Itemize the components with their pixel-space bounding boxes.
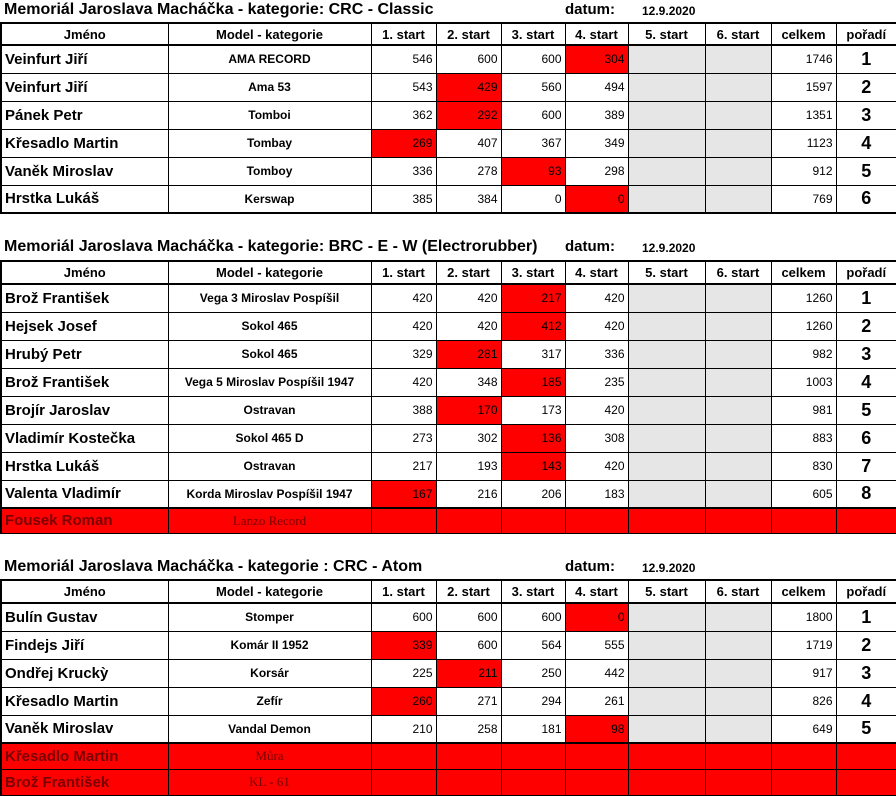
start-2-score: 211	[436, 659, 501, 687]
column-header: 2. start	[436, 580, 501, 603]
start-2-score: 429	[436, 73, 501, 101]
start-1-score: 543	[371, 73, 436, 101]
start-2-score: 216	[436, 480, 501, 508]
start-3-score: 560	[501, 73, 565, 101]
total-score	[771, 769, 836, 795]
total-score	[771, 508, 836, 533]
start-4-score	[565, 743, 628, 769]
start-6-score	[705, 157, 771, 185]
column-header: pořadí	[836, 23, 896, 45]
start-4-score	[565, 508, 628, 533]
start-3-score: 217	[501, 284, 565, 312]
start-1-score: 273	[371, 424, 436, 452]
start-5-score	[628, 368, 705, 396]
start-3-score: 600	[501, 603, 565, 631]
total-score: 917	[771, 659, 836, 687]
competitor-name: Křesadlo Martin	[1, 687, 168, 715]
column-header: 1. start	[371, 261, 436, 284]
start-6-score	[705, 129, 771, 157]
start-5-score	[628, 769, 705, 795]
model-name: Můra	[168, 743, 371, 769]
start-3-score: 181	[501, 715, 565, 743]
start-6-score	[705, 480, 771, 508]
total-score: 1260	[771, 312, 836, 340]
section-title-row	[0, 557, 896, 579]
model-name: Komár II 1952	[168, 631, 371, 659]
start-6-score	[705, 396, 771, 424]
placement: 6	[836, 185, 896, 213]
date-value: 12.9.2020	[642, 4, 696, 18]
table-row	[1, 129, 896, 157]
start-4-score: 261	[565, 687, 628, 715]
start-2-score: 348	[436, 368, 501, 396]
placement: 2	[836, 73, 896, 101]
placement: 3	[836, 340, 896, 368]
column-header: Jméno	[1, 580, 168, 603]
table-row	[1, 396, 896, 424]
start-5-score	[628, 396, 705, 424]
date-value: 12.9.2020	[642, 241, 696, 255]
table-row	[1, 312, 896, 340]
start-3-score: 206	[501, 480, 565, 508]
start-1-score: 336	[371, 157, 436, 185]
column-header: celkem	[771, 261, 836, 284]
placement: 8	[836, 480, 896, 508]
start-1-score	[371, 769, 436, 795]
placement: 5	[836, 715, 896, 743]
model-name: Tomboi	[168, 101, 371, 129]
date-label: datum:	[565, 1, 615, 18]
model-name: Stomper	[168, 603, 371, 631]
start-4-score: 304	[565, 45, 628, 73]
table-row	[1, 45, 896, 73]
table-row	[1, 185, 896, 213]
start-1-score: 339	[371, 631, 436, 659]
start-3-score	[501, 743, 565, 769]
model-name: Zefír	[168, 687, 371, 715]
start-6-score	[705, 631, 771, 659]
start-1-score: 420	[371, 284, 436, 312]
start-2-score: 258	[436, 715, 501, 743]
start-1-score	[371, 508, 436, 533]
results-table	[0, 22, 896, 214]
model-name: Sokol 465 D	[168, 424, 371, 452]
total-score: 830	[771, 452, 836, 480]
table-row	[1, 603, 896, 631]
start-6-score	[705, 424, 771, 452]
total-score: 1123	[771, 129, 836, 157]
start-6-score	[705, 45, 771, 73]
start-3-score	[501, 508, 565, 533]
start-4-score: 235	[565, 368, 628, 396]
column-header: 1. start	[371, 580, 436, 603]
table-row	[1, 424, 896, 452]
column-header: 2. start	[436, 23, 501, 45]
model-name: Kerswap	[168, 185, 371, 213]
start-3-score: 173	[501, 396, 565, 424]
start-4-score: 555	[565, 631, 628, 659]
model-name: Lanzo Record	[168, 508, 371, 533]
competitor-name: Křesadlo Martin	[1, 743, 168, 769]
start-2-score: 292	[436, 101, 501, 129]
column-header: Jméno	[1, 261, 168, 284]
start-2-score: 193	[436, 452, 501, 480]
section-title-row	[0, 0, 896, 22]
date-label: datum:	[565, 238, 615, 255]
placement	[836, 508, 896, 533]
start-5-score	[628, 687, 705, 715]
start-6-score	[705, 603, 771, 631]
start-3-score: 294	[501, 687, 565, 715]
model-name: KL - 61	[168, 769, 371, 795]
start-5-score	[628, 743, 705, 769]
section-title: Memoriál Jaroslava Macháčka - kategorie: CRC - Classic	[4, 1, 434, 18]
start-2-score: 420	[436, 312, 501, 340]
placement: 5	[836, 157, 896, 185]
total-score: 1597	[771, 73, 836, 101]
start-1-score: 600	[371, 603, 436, 631]
competitor-name: Veinfurt Jiří	[1, 73, 168, 101]
start-2-score: 170	[436, 396, 501, 424]
start-4-score: 183	[565, 480, 628, 508]
table-row	[1, 687, 896, 715]
model-name: Ostravan	[168, 452, 371, 480]
total-score: 912	[771, 157, 836, 185]
competitor-name: Brož František	[1, 769, 168, 795]
disqualified-row	[1, 743, 896, 769]
start-6-score	[705, 284, 771, 312]
start-1-score: 362	[371, 101, 436, 129]
table-row	[1, 73, 896, 101]
column-header: 4. start	[565, 23, 628, 45]
placement: 7	[836, 452, 896, 480]
placement: 1	[836, 603, 896, 631]
disqualified-row	[1, 508, 896, 533]
start-4-score: 298	[565, 157, 628, 185]
model-name: Tombay	[168, 129, 371, 157]
start-2-score: 384	[436, 185, 501, 213]
model-name: AMA RECORD	[168, 45, 371, 73]
start-4-score: 0	[565, 185, 628, 213]
placement: 6	[836, 424, 896, 452]
start-4-score: 308	[565, 424, 628, 452]
start-1-score: 388	[371, 396, 436, 424]
start-3-score: 93	[501, 157, 565, 185]
start-1-score: 420	[371, 368, 436, 396]
start-5-score	[628, 480, 705, 508]
model-name: Vega 3 Miroslav Pospíšil	[168, 284, 371, 312]
start-5-score	[628, 73, 705, 101]
model-name: Vega 5 Miroslav Pospíšil 1947	[168, 368, 371, 396]
start-1-score: 210	[371, 715, 436, 743]
start-5-score	[628, 424, 705, 452]
competitor-name: Fousek Roman	[1, 508, 168, 533]
start-1-score: 260	[371, 687, 436, 715]
start-3-score: 564	[501, 631, 565, 659]
start-5-score	[628, 284, 705, 312]
start-3-score: 317	[501, 340, 565, 368]
total-score: 1800	[771, 603, 836, 631]
competitor-name: Valenta Vladimír	[1, 480, 168, 508]
column-header: pořadí	[836, 261, 896, 284]
placement: 4	[836, 129, 896, 157]
start-5-score	[628, 508, 705, 533]
section-title: Memoriál Jaroslava Macháčka - kategorie: BRC - E - W (Electrorubber)	[4, 238, 538, 255]
start-4-score: 420	[565, 284, 628, 312]
total-score: 826	[771, 687, 836, 715]
column-header: 6. start	[705, 23, 771, 45]
column-header: celkem	[771, 23, 836, 45]
start-4-score	[565, 769, 628, 795]
column-header: 6. start	[705, 261, 771, 284]
total-score: 883	[771, 424, 836, 452]
competitor-name: Vaněk Miroslav	[1, 157, 168, 185]
header-row	[1, 23, 896, 45]
competitor-name: Ondřej Kruckỳ	[1, 659, 168, 687]
column-header: 6. start	[705, 580, 771, 603]
start-5-score	[628, 185, 705, 213]
competitor-name: Findejs Jiří	[1, 631, 168, 659]
placement: 4	[836, 368, 896, 396]
header-row	[1, 261, 896, 284]
total-score: 1351	[771, 101, 836, 129]
table-row	[1, 631, 896, 659]
placement: 3	[836, 101, 896, 129]
date-label: datum:	[565, 558, 615, 575]
column-header: 4. start	[565, 261, 628, 284]
table-row	[1, 340, 896, 368]
start-3-score: 412	[501, 312, 565, 340]
start-3-score: 0	[501, 185, 565, 213]
header-row	[1, 580, 896, 603]
results-table	[0, 579, 896, 796]
start-6-score	[705, 312, 771, 340]
start-3-score: 136	[501, 424, 565, 452]
total-score: 981	[771, 396, 836, 424]
start-2-score: 420	[436, 284, 501, 312]
start-3-score	[501, 769, 565, 795]
start-2-score: 407	[436, 129, 501, 157]
placement: 1	[836, 284, 896, 312]
model-name: Korsár	[168, 659, 371, 687]
competitor-name: Pánek Petr	[1, 101, 168, 129]
placement	[836, 743, 896, 769]
table-row	[1, 101, 896, 129]
start-4-score: 420	[565, 312, 628, 340]
column-header: Model - kategorie	[168, 261, 371, 284]
model-name: Ostravan	[168, 396, 371, 424]
table-row	[1, 715, 896, 743]
column-header: Jméno	[1, 23, 168, 45]
start-1-score: 546	[371, 45, 436, 73]
start-6-score	[705, 687, 771, 715]
start-1-score: 225	[371, 659, 436, 687]
total-score: 1003	[771, 368, 836, 396]
start-5-score	[628, 715, 705, 743]
model-name: Korda Miroslav Pospíšil 1947	[168, 480, 371, 508]
model-name: Ama 53	[168, 73, 371, 101]
competitor-name: Brojír Jaroslav	[1, 396, 168, 424]
section-title-row	[0, 237, 896, 260]
start-6-score	[705, 769, 771, 795]
start-6-score	[705, 715, 771, 743]
disqualified-row	[1, 769, 896, 795]
start-4-score: 420	[565, 452, 628, 480]
start-6-score	[705, 101, 771, 129]
total-score: 1260	[771, 284, 836, 312]
start-4-score: 336	[565, 340, 628, 368]
start-6-score	[705, 743, 771, 769]
placement: 2	[836, 631, 896, 659]
start-3-score: 600	[501, 45, 565, 73]
start-3-score: 367	[501, 129, 565, 157]
start-6-score	[705, 508, 771, 533]
placement: 4	[836, 687, 896, 715]
column-header: 1. start	[371, 23, 436, 45]
table-row	[1, 157, 896, 185]
column-header: pořadí	[836, 580, 896, 603]
start-1-score: 420	[371, 312, 436, 340]
start-1-score: 329	[371, 340, 436, 368]
column-header: Model - kategorie	[168, 580, 371, 603]
competitor-name: Brož František	[1, 284, 168, 312]
column-header: 4. start	[565, 580, 628, 603]
start-4-score: 389	[565, 101, 628, 129]
start-2-score	[436, 508, 501, 533]
total-score: 649	[771, 715, 836, 743]
start-5-score	[628, 631, 705, 659]
total-score: 1719	[771, 631, 836, 659]
competitor-name: Vladimír Kostečka	[1, 424, 168, 452]
table-row	[1, 452, 896, 480]
start-2-score	[436, 743, 501, 769]
start-4-score: 420	[565, 396, 628, 424]
start-1-score	[371, 743, 436, 769]
start-2-score: 278	[436, 157, 501, 185]
start-6-score	[705, 340, 771, 368]
date-value: 12.9.2020	[642, 561, 696, 575]
start-2-score: 600	[436, 603, 501, 631]
start-4-score: 442	[565, 659, 628, 687]
competitor-name: Hrubý Petr	[1, 340, 168, 368]
start-1-score: 217	[371, 452, 436, 480]
competitor-name: Hejsek Josef	[1, 312, 168, 340]
placement: 5	[836, 396, 896, 424]
total-score: 982	[771, 340, 836, 368]
competitor-name: Křesadlo Martin	[1, 129, 168, 157]
start-5-score	[628, 157, 705, 185]
start-4-score: 98	[565, 715, 628, 743]
start-5-score	[628, 129, 705, 157]
start-5-score	[628, 452, 705, 480]
start-6-score	[705, 368, 771, 396]
placement: 3	[836, 659, 896, 687]
table-row	[1, 659, 896, 687]
column-header: 5. start	[628, 580, 705, 603]
start-6-score	[705, 73, 771, 101]
start-3-score: 185	[501, 368, 565, 396]
start-2-score: 600	[436, 631, 501, 659]
model-name: Tomboy	[168, 157, 371, 185]
total-score: 605	[771, 480, 836, 508]
column-header: Model - kategorie	[168, 23, 371, 45]
competitor-name: Veinfurt Jiří	[1, 45, 168, 73]
model-name: Sokol 465	[168, 340, 371, 368]
competitor-name: Bulín Gustav	[1, 603, 168, 631]
start-6-score	[705, 185, 771, 213]
placement: 2	[836, 312, 896, 340]
section-title: Memoriál Jaroslava Macháčka - kategorie : CRC - Atom	[4, 558, 423, 575]
placement	[836, 769, 896, 795]
start-2-score: 600	[436, 45, 501, 73]
total-score: 1746	[771, 45, 836, 73]
start-6-score	[705, 659, 771, 687]
competitor-name: Hrstka Lukáš	[1, 452, 168, 480]
start-4-score: 0	[565, 603, 628, 631]
start-5-score	[628, 340, 705, 368]
table-row	[1, 284, 896, 312]
start-4-score: 494	[565, 73, 628, 101]
column-header: 2. start	[436, 261, 501, 284]
start-2-score	[436, 769, 501, 795]
model-name: Vandal Demon	[168, 715, 371, 743]
model-name: Sokol 465	[168, 312, 371, 340]
start-6-score	[705, 452, 771, 480]
start-5-score	[628, 101, 705, 129]
table-row	[1, 480, 896, 508]
start-3-score: 143	[501, 452, 565, 480]
total-score	[771, 743, 836, 769]
competitor-name: Hrstka Lukáš	[1, 185, 168, 213]
table-row	[1, 368, 896, 396]
start-5-score	[628, 659, 705, 687]
total-score: 769	[771, 185, 836, 213]
column-header: 3. start	[501, 23, 565, 45]
column-header: 5. start	[628, 261, 705, 284]
column-header: celkem	[771, 580, 836, 603]
competitor-name: Brož František	[1, 368, 168, 396]
start-2-score: 281	[436, 340, 501, 368]
start-2-score: 302	[436, 424, 501, 452]
start-2-score: 271	[436, 687, 501, 715]
start-3-score: 250	[501, 659, 565, 687]
column-header: 3. start	[501, 580, 565, 603]
column-header: 3. start	[501, 261, 565, 284]
competitor-name: Vaněk Miroslav	[1, 715, 168, 743]
start-5-score	[628, 312, 705, 340]
start-1-score: 167	[371, 480, 436, 508]
start-1-score: 269	[371, 129, 436, 157]
start-5-score	[628, 45, 705, 73]
start-3-score: 600	[501, 101, 565, 129]
start-5-score	[628, 603, 705, 631]
column-header: 5. start	[628, 23, 705, 45]
results-table	[0, 260, 896, 534]
start-1-score: 385	[371, 185, 436, 213]
placement: 1	[836, 45, 896, 73]
start-4-score: 349	[565, 129, 628, 157]
